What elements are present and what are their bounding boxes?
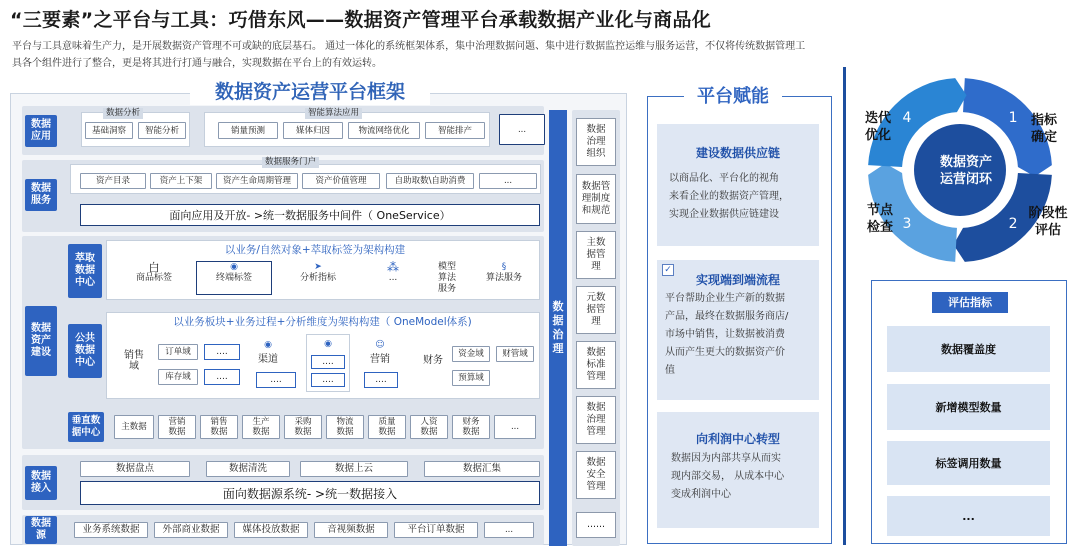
src-external: 外部商业数据 — [154, 522, 228, 538]
cycle-number-3: 3 — [902, 216, 912, 233]
marketing-icon: ☺ — [375, 340, 385, 350]
end-to-end-body: 平台帮助企业生产新的数据 产品，最终在数据服务商店/ 市场中销售，让数据被消费 从而产生更大的数据资产价 值 — [665, 293, 789, 376]
framework-title: 数据资产运营平台框架 — [190, 79, 430, 105]
app-basic-insight: 基础洞察 — [85, 122, 133, 139]
unified-access-bar: 面向数据源系统- >统一数据接入 — [80, 481, 540, 505]
domain-icon: ◉ — [324, 339, 332, 349]
vert-quality: 质量 数据 — [368, 415, 406, 439]
eval-tag-calls: 标签调用数量 — [887, 441, 1050, 485]
finmgmt-domain: 财管域 — [496, 346, 534, 362]
cycle-center-label: 数据资产 运营闭环 — [939, 155, 992, 187]
empower-title: 平台赋能 — [684, 85, 782, 109]
extract-label: 萃取 数据 中心 — [68, 244, 102, 298]
app-label: 数据 应用 — [25, 115, 57, 147]
access-aggregation: 数据汇集 — [424, 461, 540, 477]
profit-center-title: 向利润中心转型 — [695, 432, 780, 446]
svc-asset-value: 资产价值管理 — [302, 173, 380, 189]
algorithm-icon: § — [501, 262, 507, 272]
gov-more: ...... — [576, 512, 616, 538]
public-title: 以业务板块+业务过程+分析维度为架构构建（ OneModel体系) — [173, 316, 472, 328]
vertical-divider — [843, 67, 846, 545]
sales-more-1: .... — [204, 344, 240, 360]
send-arrow-icon: ➤ — [314, 262, 322, 272]
gov-governance-mgmt: 数据 治理 管理 — [576, 396, 616, 444]
vert-production: 生产 数据 — [242, 415, 280, 439]
app-smart-analysis: 智能分析 — [138, 122, 186, 139]
cycle-label-2: 阶段性 评估 — [1028, 206, 1068, 238]
access-inventory: 数据盘点 — [80, 461, 190, 477]
cluster-icon: ⁂ — [387, 260, 399, 274]
algo-group-title: 智能算法应用 — [305, 108, 362, 119]
src-business: 业务系统数据 — [74, 522, 148, 538]
gov-policies: 数据管 理制度 和规范 — [576, 174, 616, 224]
analysis-group-title: 数据分析 — [103, 108, 143, 119]
extract-item-algo-service — [472, 262, 536, 296]
analysis-metric-label: 分析指标 — [299, 273, 336, 283]
marketing-more: .... — [364, 372, 398, 388]
terminal-icon: ◉ — [230, 262, 238, 272]
svc-asset-catalog: 资产目录 — [80, 173, 146, 189]
algo-service-label: 算法服务 — [485, 273, 522, 283]
eval-new-models: 新增模型数量 — [887, 384, 1050, 430]
svc-asset-lifecycle: 资产生命周期管理 — [216, 173, 298, 189]
marketing-domain: 营销 — [370, 354, 390, 365]
oneservice-bar: 面向应用及开放- >统一数据服务中间件（ OneService） — [80, 204, 540, 226]
eval-more: ... — [887, 496, 1050, 536]
gov-metadata: 元数 据管 理 — [576, 286, 616, 334]
source-label: 数据 源 — [25, 516, 57, 544]
extract-item-analysis-metric — [282, 262, 354, 296]
governance-bar: 数 据 治 理 — [549, 110, 567, 546]
vert-hr: 人资 数据 — [410, 415, 448, 439]
extract-more-label: ... — [388, 273, 398, 283]
src-av: 音视频数据 — [314, 522, 388, 538]
vert-sales: 销售 数据 — [200, 415, 238, 439]
vertical-label: 垂直数 据中心 — [68, 412, 104, 442]
extract-title: 以业务/自然对象+萃取标签为架构构建 — [224, 244, 406, 256]
cycle-label-4: 迭代 优化 — [864, 111, 891, 143]
supply-chain-title: 建设数据供应链 — [695, 146, 780, 160]
src-more: ... — [484, 522, 534, 538]
extract-item-terminal-tag — [196, 261, 272, 295]
extract-item-more — [360, 262, 426, 296]
gov-standards: 数据 标准 管理 — [576, 341, 616, 389]
model-algo-service: 模型 算法 服务 — [437, 262, 456, 294]
empower-card-profit-center — [657, 412, 819, 528]
svc-asset-listing: 资产上下架 — [150, 173, 212, 189]
asset-label: 数据 资产 建设 — [25, 306, 57, 376]
finance-domain: 财务 — [423, 355, 443, 366]
evaluation-title: 评估指标 — [932, 292, 1008, 313]
cycle-number-1: 1 — [1008, 109, 1018, 126]
cycle-label-3: 节点 检查 — [866, 203, 893, 235]
service-label: 数据 服务 — [25, 179, 57, 211]
svc-more: ... — [479, 173, 537, 189]
channel-more: .... — [256, 372, 296, 388]
page-title: “三要素”之平台与工具：巧借东风——数据资产管理平台承载数据产业化与商品化 — [10, 9, 712, 31]
empower-card-supply-chain — [657, 124, 819, 246]
vert-master: 主数据 — [114, 415, 154, 439]
gov-organization: 数据 治理 组织 — [576, 118, 616, 166]
cycle-number-4: 4 — [902, 109, 912, 126]
vert-procurement: 采购 数据 — [284, 415, 322, 439]
src-media: 媒体投放数据 — [234, 522, 308, 538]
sales-domain: 销售 域 — [124, 350, 144, 372]
app-smart-scheduling: 智能排产 — [425, 122, 485, 139]
check-icon: ✓ — [662, 264, 674, 276]
channel-domain: 渠道 — [258, 354, 278, 365]
portal-title: 数据服务门户 — [262, 157, 319, 168]
extract-item-product-tag — [118, 262, 190, 296]
terminal-tag-label: 终端标签 — [215, 273, 252, 283]
supply-chain-body: 以商品化、平台化的视角 来看企业的数据资产管理， 实现企业数据供应链建设 — [669, 173, 789, 220]
app-sales-forecast: 销量预测 — [218, 122, 278, 139]
end-to-end-title: 实现端到端流程 — [695, 273, 780, 287]
vert-logistics: 物流 数据 — [326, 415, 364, 439]
product-tag-label: 商品标签 — [135, 273, 172, 283]
vert-finance: 财务 数据 — [452, 415, 490, 439]
order-domain: 订单域 — [158, 344, 198, 360]
app-media-attribution: 媒体归因 — [283, 122, 343, 139]
access-cloud: 数据上云 — [300, 461, 408, 477]
app-logistics-optimization: 物流网络优化 — [348, 122, 420, 139]
empower-card-end-to-end — [657, 260, 819, 400]
src-platform-orders: 平台订单数据 — [394, 522, 478, 538]
access-cleaning: 数据清洗 — [206, 461, 290, 477]
sales-more-2: .... — [204, 369, 240, 385]
white-icon: 白 — [148, 261, 160, 274]
vert-marketing: 营销 数据 — [158, 415, 196, 439]
cycle-label-1: 指标 确定 — [1030, 113, 1057, 145]
vert-more: ... — [494, 415, 536, 439]
intro-text: 平台与工具意味着生产力，是开展数据资产管理不可或缺的底层基石。 通过一体化的系统框架体系，集中治理数据问题、集中进行数据监控运维与服务运营，不仅将传统数据管理工具各个组件进行了整合，更是将其进行打通与融合，实现数据在平台上的有效运转。 — [12, 41, 806, 69]
generic-more-1: .... — [311, 355, 345, 369]
gov-master-data: 主数 据管 理 — [576, 231, 616, 279]
fund-domain: 资金域 — [452, 346, 490, 362]
app-more: ... — [499, 114, 545, 145]
profit-center-body: 数据因为内部共享从而实 现内部交易， 从成本中心 变成利润中心 — [671, 453, 785, 500]
access-label: 数据 接入 — [25, 466, 57, 500]
public-label: 公共 数据 中心 — [68, 324, 102, 378]
channel-icon: ◉ — [264, 340, 272, 350]
eval-coverage: 数据覆盖度 — [887, 326, 1050, 372]
gov-security: 数据 安全 管理 — [576, 451, 616, 499]
inventory-domain: 库存域 — [158, 369, 198, 385]
svc-self-service: 自助取数\自助消费 — [386, 173, 474, 189]
cycle-number-2: 2 — [1008, 216, 1018, 233]
budget-domain: 预算域 — [452, 370, 490, 386]
generic-more-2: .... — [311, 373, 345, 387]
